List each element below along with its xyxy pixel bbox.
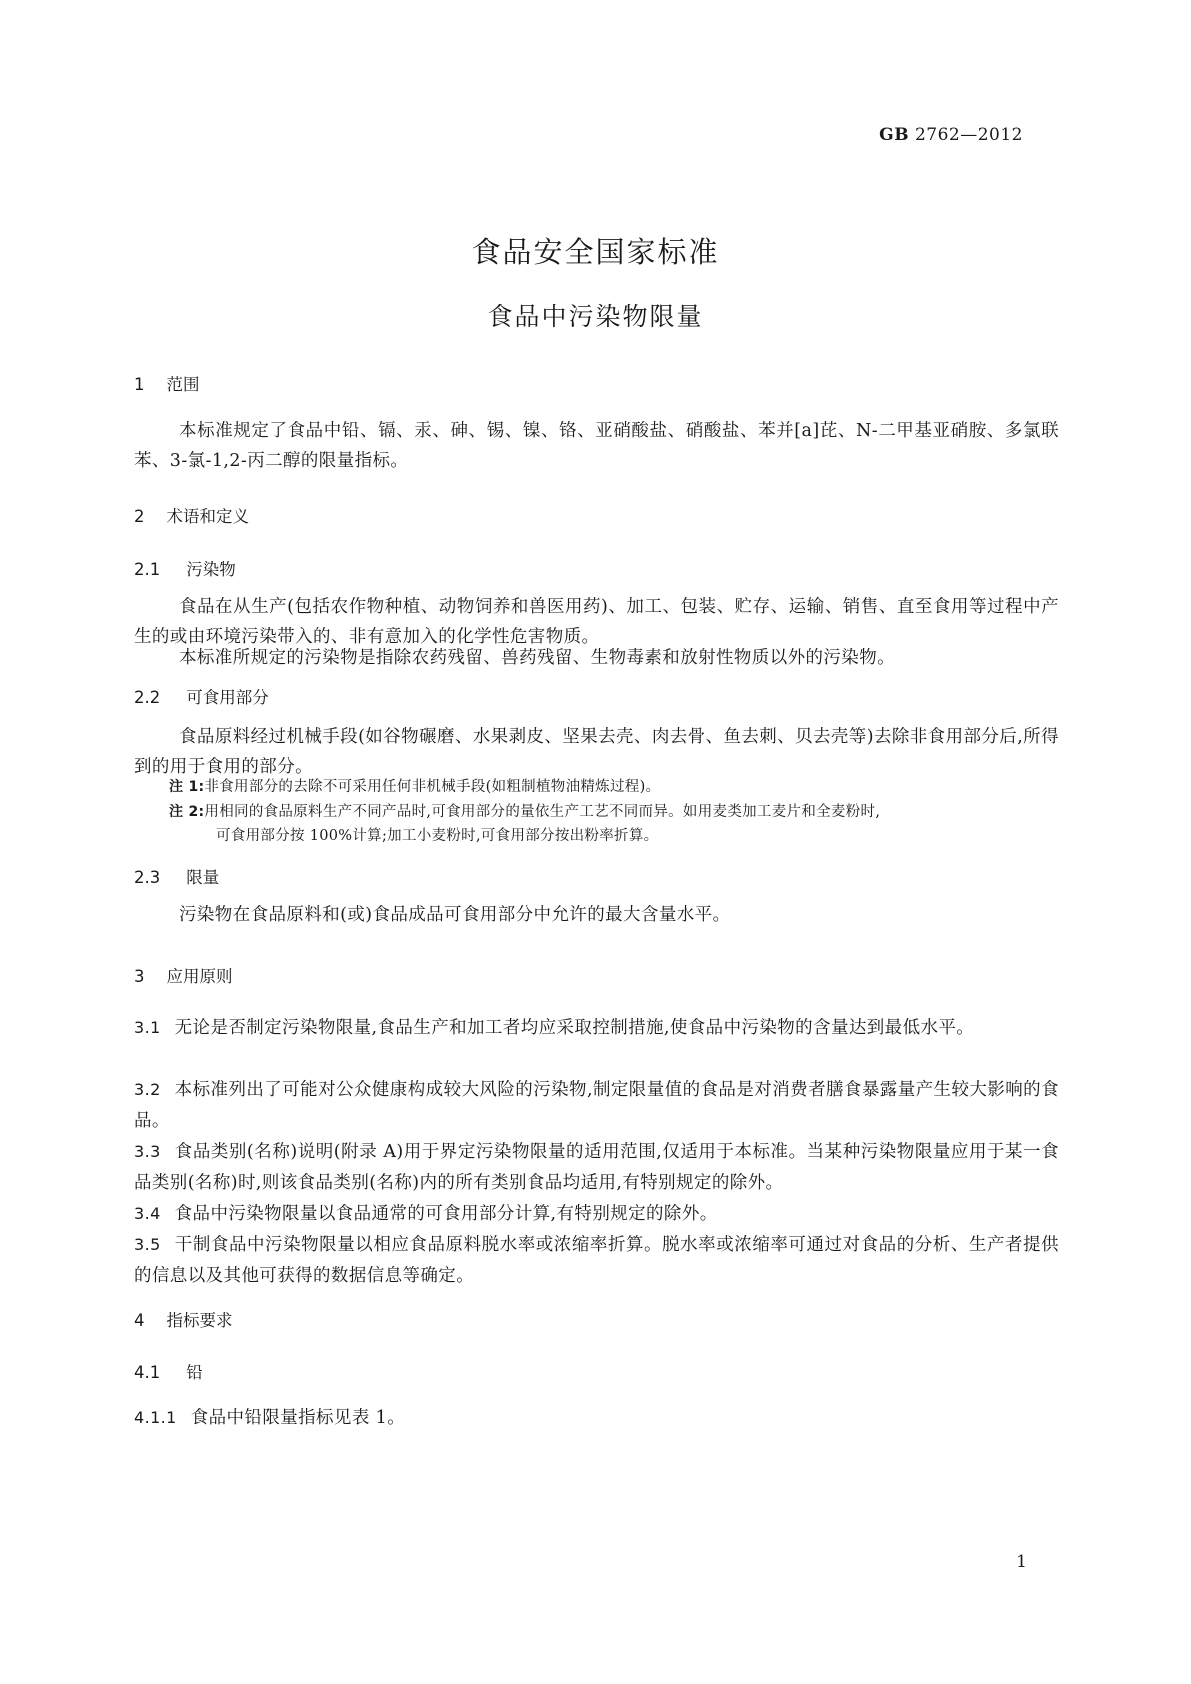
section-number: 2.1 xyxy=(134,560,161,579)
section-number: 4 xyxy=(134,1311,145,1330)
section-title: 术语和定义 xyxy=(166,507,249,526)
section-number: 2 xyxy=(134,507,145,526)
document-sub-title: 食品中污染物限量 xyxy=(487,302,704,331)
clause-3-1 xyxy=(134,1012,1059,1044)
clause-3-5 xyxy=(134,1229,1059,1292)
document-main-title: 食品安全国家标准 xyxy=(471,235,720,269)
section-title: 应用原则 xyxy=(166,967,233,986)
section-heading-3 xyxy=(134,963,233,987)
standard-code-number: 2762—2012 xyxy=(914,125,1023,145)
section-2-3-para-1: 污染物在食品原料和(或)食品成品可食用部分中允许的最大含量水平。 xyxy=(179,905,731,925)
clause-number: 3.5 xyxy=(134,1235,161,1254)
clause-number: 3.1 xyxy=(134,1018,161,1037)
section-heading-4 xyxy=(134,1307,233,1331)
note-2-continuation: 可食用部分按 100%计算;加工小麦粉时,可食用部分按出粉率折算。 xyxy=(216,828,659,844)
section-number: 1 xyxy=(134,375,145,394)
page-number: 1 xyxy=(1016,1552,1027,1572)
section-heading-2-2 xyxy=(134,684,269,708)
clause-number: 3.4 xyxy=(134,1204,161,1223)
section-title: 污染物 xyxy=(186,560,236,579)
section-heading-2-1 xyxy=(134,556,236,580)
note-text: 非食用部分的去除不可采用任何非机械手段(如粗制植物油精炼过程)。 xyxy=(204,779,661,795)
clause-number: 3.2 xyxy=(134,1080,161,1099)
section-title: 指标要求 xyxy=(166,1311,233,1330)
section-1-text: 本标准规定了食品中铅、镉、汞、砷、锡、镍、铬、亚硝酸盐、硝酸盐、苯并[a]芘、N-二甲基亚硝胺、多氯联苯、3-氯-1,2-丙二醇的限量指标。 xyxy=(134,421,1059,471)
clause-text: 食品中铅限量指标见表 1。 xyxy=(190,1408,406,1428)
clause-text: 食品中污染物限量以食品通常的可食用部分计算,有特别规定的除外。 xyxy=(174,1204,718,1224)
section-title: 可食用部分 xyxy=(186,688,269,707)
section-heading-1 xyxy=(134,371,200,395)
section-title: 铅 xyxy=(186,1363,203,1382)
section-title: 限量 xyxy=(186,868,220,887)
section-number: 4.1 xyxy=(134,1363,161,1382)
section-heading-2 xyxy=(134,503,249,527)
section-2-1-para-1: 食品在从生产(包括农作物种植、动物饲养和兽医用药)、加工、包装、贮存、运输、销售、直至食用等过程中产生的或由环境污染带入的、非有意加入的化学性危害物质。 xyxy=(134,597,1059,647)
note-label: 注 2: xyxy=(169,804,205,820)
clause-text: 干制食品中污染物限量以相应食品原料脱水率或浓缩率折算。脱水率或浓缩率可通过对食品的分析、生产者提供的信息以及其他可获得的数据信息等确定。 xyxy=(134,1235,1059,1286)
section-number: 2.3 xyxy=(134,868,161,887)
clause-4-1-1 xyxy=(134,1402,1059,1434)
section-heading-4-1 xyxy=(134,1359,203,1383)
standard-code xyxy=(879,125,1023,145)
section-number: 2.2 xyxy=(134,688,161,707)
clause-text: 本标准列出了可能对公众健康构成较大风险的污染物,制定限量值的食品是对消费者膳食暴露量产生较大影响的食品。 xyxy=(134,1080,1059,1131)
section-2-2-para-1: 食品原料经过机械手段(如谷物碾磨、水果剥皮、坚果去壳、肉去骨、鱼去刺、贝去壳等)去除非食用部分后,所得到的用于食用的部分。 xyxy=(134,727,1059,777)
section-2-1-para-2: 本标准所规定的污染物是指除农药残留、兽药残留、生物毒素和放射性物质以外的污染物。 xyxy=(179,648,895,668)
clause-number: 4.1.1 xyxy=(134,1408,177,1427)
note-2 xyxy=(169,800,1057,825)
clause-3-2 xyxy=(134,1074,1059,1137)
note-label: 注 1: xyxy=(169,779,205,795)
clause-3-3 xyxy=(134,1136,1059,1199)
clause-text: 无论是否制定污染物限量,食品生产和加工者均应采取控制措施,使食品中污染物的含量达到最低水平。 xyxy=(174,1018,975,1038)
clause-text: 食品类别(名称)说明(附录 A)用于界定污染物限量的适用范围,仅适用于本标准。当某种污染物限量应用于某一食品类别(名称)时,则该食品类别(名称)内的所有类别食品均适用,有特别规定的除外。 xyxy=(134,1142,1059,1193)
standard-code-prefix: GB xyxy=(879,125,910,145)
clause-3-4 xyxy=(134,1198,1059,1230)
clause-number: 3.3 xyxy=(134,1142,161,1161)
note-1 xyxy=(169,775,1057,800)
section-title: 范围 xyxy=(166,375,200,394)
section-heading-2-3 xyxy=(134,864,219,888)
note-text: 用相同的食品原料生产不同产品时,可食用部分的量依生产工艺不同而异。如用麦类加工麦片和全麦粉时, xyxy=(204,804,881,820)
section-number: 3 xyxy=(134,967,145,986)
